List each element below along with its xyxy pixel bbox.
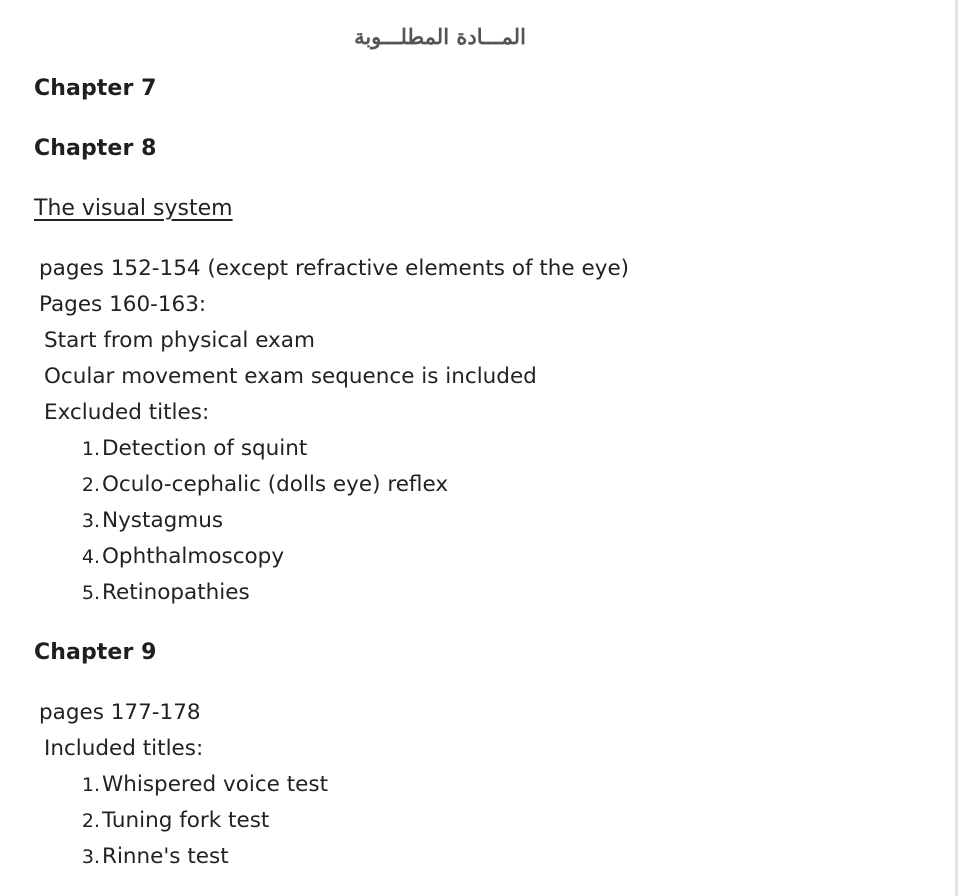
visual-system-subheading: The visual system (34, 196, 233, 221)
list-item-text: Tuning fork test (102, 808, 270, 833)
chapter-9-heading: Chapter 9 (34, 640, 157, 665)
list-item (76, 808, 269, 833)
list-item (76, 436, 307, 461)
list-item (76, 472, 448, 497)
list-item-number: 4. (81, 546, 100, 568)
list-item-text: Rinne's test (102, 844, 229, 869)
list-item-number: 3. (81, 846, 100, 868)
list-item-text: Retinopathies (102, 580, 250, 605)
included-titles-label: Included titles: (44, 736, 204, 761)
list-item-text: Oculo-cephalic (dolls eye) reflex (102, 472, 449, 497)
start-from-note: Start from physical exam (44, 328, 315, 353)
chapter-9-pages-line: pages 177-178 (39, 700, 201, 725)
list-item (76, 580, 250, 605)
list-item (76, 772, 328, 797)
list-item (76, 844, 229, 869)
list-item-text: Nystagmus (102, 508, 224, 533)
list-item-number: 5. (81, 582, 100, 604)
excluded-titles-label: Excluded titles: (44, 400, 210, 425)
chapter-8-heading: Chapter 8 (34, 136, 157, 161)
chapter-7-heading: Chapter 7 (34, 76, 157, 101)
list-item-number: 1. (81, 438, 100, 460)
list-item-text: Whispered voice test (102, 772, 329, 797)
list-item (76, 544, 284, 569)
page-title: المـــادة المطلـــوبة (354, 24, 526, 49)
chapter-8-pages-line: pages 152-154 (except refractive elements of the eye) (39, 256, 630, 281)
list-item-text: Ophthalmoscopy (102, 544, 285, 569)
chapter-8-pages-range: Pages 160-163: (39, 292, 207, 317)
list-item-text: Detection of squint (102, 436, 308, 461)
list-item-number: 2. (81, 474, 100, 496)
ocular-movement-note: Ocular movement exam sequence is included (44, 364, 537, 389)
list-item-number: 2. (81, 810, 100, 832)
list-item-number: 1. (81, 774, 100, 796)
list-item-number: 3. (81, 510, 100, 532)
list-item (76, 508, 223, 533)
